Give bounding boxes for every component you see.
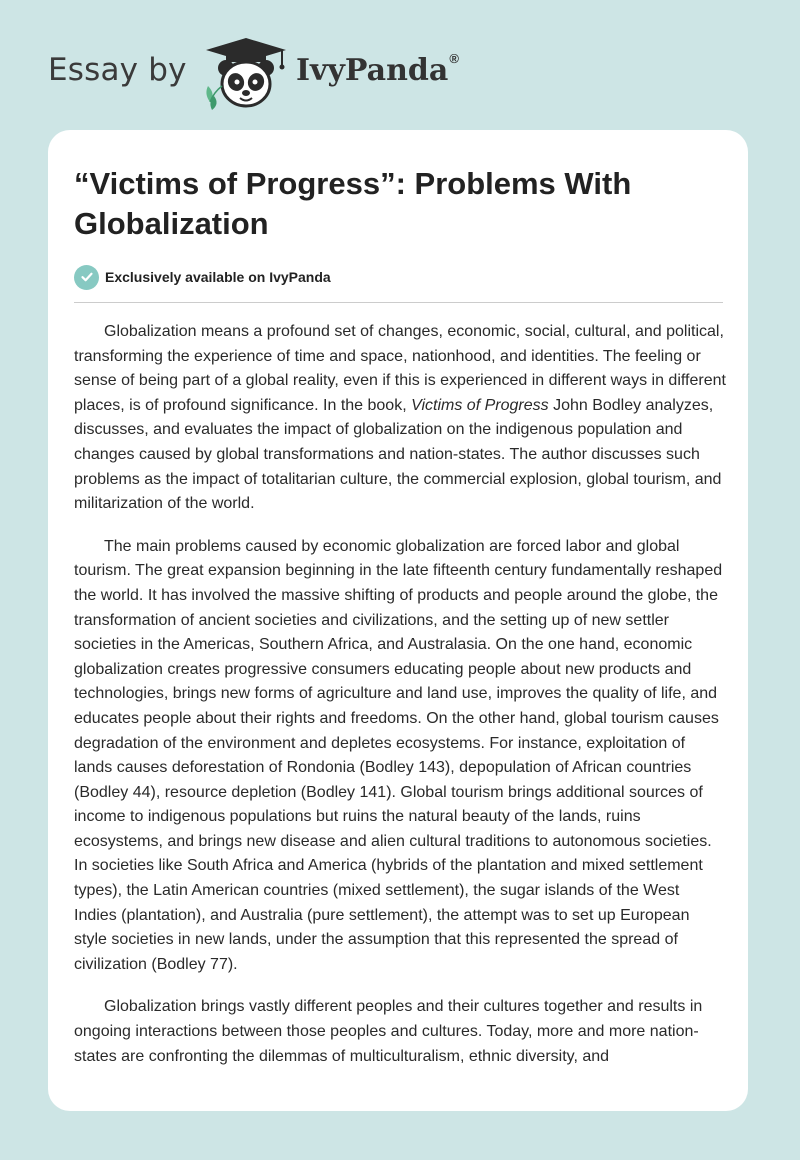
panda-graduate-logo-icon[interactable] xyxy=(202,36,290,110)
paragraph-2: The main problems caused by economic globalization are forced labor and global tourism. The great expansion beginning in the late fifteenth century fundamentally reshaped the world. It has involved the massive shifting of products and people around the globe, the transformation of ancient societies and civilizations, and the setting up of new settler societies in the Americas, Southern Africa, and Australasia. On the one hand, economic globalization creates progressive consumers educating people about new products and technologies, brings new forms of agriculture and land use, improves the quality of life, and educates people about their rights and freedoms. On the other hand, global tourism causes degradation of the environment and depletes ecosystems. For instance, exploitation of lands causes deforestation of Rondonia (Bodley 143), depopulation of African countries (Bodley 44), resource depletion (Bodley 141). Global tourism brings additional sources of income to indigenous populations but ruins the natural beauty of the lands, ruins ecosystems, and brings new disease and alien cultural traditions to autonomous societies. In societies like South Africa and America (hybrids of the plantation and mixed settlement types), the Latin American countries (mixed settlement), the sugar islands of the West Indies (plantation), and Australia (pure settlement), the attempt was to set up European style societies in new lands, under the assumption that this represented the spread of civilization (Bodley 77). xyxy=(74,537,723,973)
essay-by-label: Essay by xyxy=(48,52,187,88)
site-header xyxy=(48,30,748,110)
book-title: Victims of Progress xyxy=(411,396,549,414)
brand-name[interactable] xyxy=(296,53,459,88)
divider xyxy=(74,302,723,303)
paragraph-1-rest: John Bodley analyzes, discusses, and evaluates the impact of globalization on the indigenous population and changes caused by global transformations and nation-states. The author discusses such problems as the impact of totalitarian culture, the commercial explosion, global tourism, and militarization of the world. xyxy=(74,396,722,513)
essay-card xyxy=(48,130,748,1111)
trademark-symbol: ® xyxy=(449,51,459,66)
essay-title: “Victims of Progress”: Problems With Globalization xyxy=(74,166,632,241)
paragraph-1-intro: Globalization means a profound set of changes, economic, social, cultural, and political, transforming the experience of time and space, nationhood, and identities. The feeling or sense of being part of a global reality, even if this is experienced in different ways in different places, is of profound significance. In the book, xyxy=(74,323,726,414)
exclusive-text: Exclusively available on IvyPanda xyxy=(105,269,331,285)
paragraph-3: Globalization brings vastly different peoples and their cultures together and results in ongoing interactions between those peoples and cultures. Today, more and more nation-states are confronting the dilemmas of multiculturalism, ethnic diversity, and xyxy=(74,998,703,1065)
exclusive-badge xyxy=(74,264,331,290)
check-icon xyxy=(74,265,99,290)
essay-body xyxy=(74,320,726,1087)
brand-name-text: IvyPanda xyxy=(296,53,449,88)
paragraph-1 xyxy=(74,320,726,517)
